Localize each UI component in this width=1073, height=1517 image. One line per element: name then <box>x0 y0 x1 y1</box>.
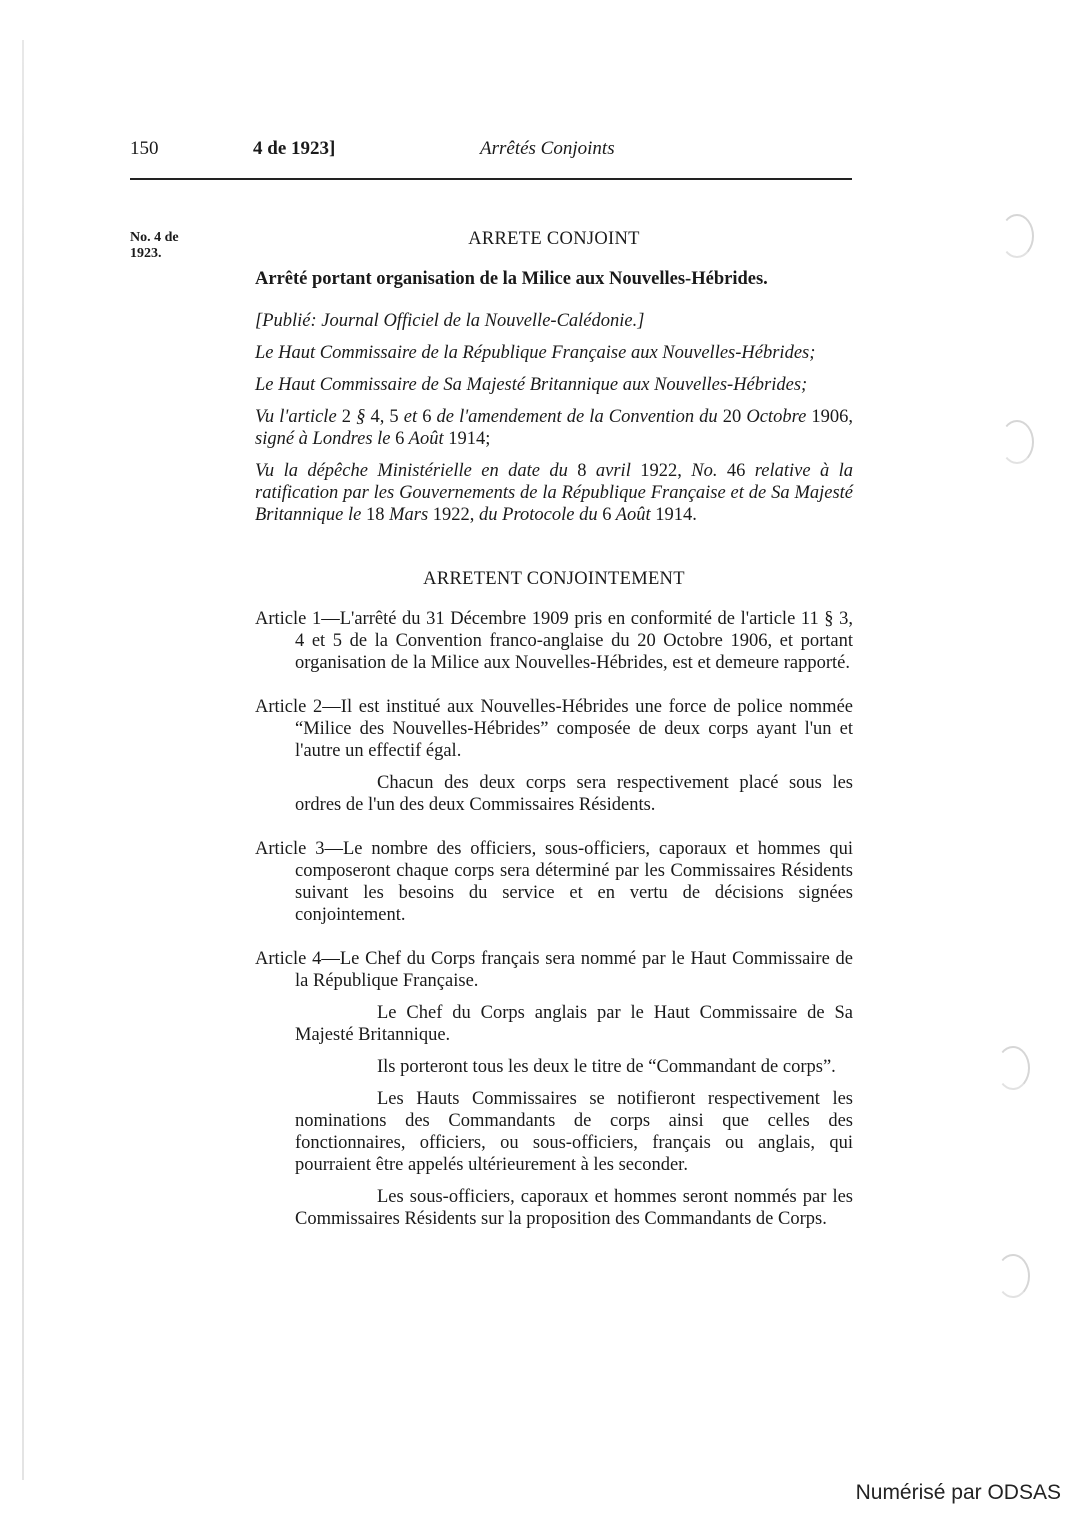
recital-3-text: § <box>351 407 371 427</box>
recital-4-number: 6 <box>602 505 612 525</box>
article-4-text: Article 4—Le Chef du Corps français sera nommé par le Haut Commissaire de la République Française. <box>255 949 853 991</box>
recital-3-number: 1906, <box>811 407 854 427</box>
margin-note-line1: No. 4 de <box>130 230 179 245</box>
recital-2: Le Haut Commissaire de Sa Majesté Britannique aux Nouvelles-Hébrides; <box>255 375 808 395</box>
punch-hole-4 <box>996 1254 1030 1298</box>
recital-4-text: No. <box>681 461 727 481</box>
digitization-stamp: Numérisé par ODSAS <box>855 1481 1061 1504</box>
recital-4-number: 18 <box>365 505 385 525</box>
punch-hole-2 <box>1000 420 1034 464</box>
recital-4-number: 46 <box>726 461 746 481</box>
recital-3-number: 1914; <box>448 429 491 449</box>
recital-4-text: avril <box>586 461 641 481</box>
recital-3-number: 20 <box>722 407 742 427</box>
document-body <box>255 228 853 1252</box>
article-3 <box>255 838 853 926</box>
article-4-subparagraph-4: Les sous-officiers, caporaux et hommes seront nommés par les Commissaires Résidents sur la proposition des Commandants de Corps. <box>295 1187 853 1229</box>
article-2-subparagraph: Chacun des deux corps sera respectivement placé sous les ordres de l'un des deux Commissaires Résidents. <box>295 773 853 815</box>
article-3-text: Article 3—Le nombre des officiers, sous-officiers, caporaux et hommes qui composeront chaque corps sera déterminé par les Commissaires Résidents suivant les besoins du service et en vertu de décisions signées conjointement. <box>255 839 853 925</box>
recital-4-number: 1922, <box>432 505 475 525</box>
recital-3-text: de l'amendement de la Convention du <box>431 407 723 427</box>
header-rule <box>130 178 852 180</box>
header-reference: 4 de 1923] <box>253 138 336 159</box>
article-1-text: Article 1—L'arrêté du 31 Décembre 1909 pris en conformité de l'article 11 § 3, 4 et 5 de la Convention franco-anglaise du 20 Octobre 1906, et portant organisation de la Milice aux Nouvelles-Hébrides, est et demeure rapporté. <box>255 609 853 673</box>
article-1 <box>255 608 853 674</box>
recital-4-text: Vu la dépêche Ministérielle en date du <box>255 461 578 481</box>
recital-3-number: 4, 5 <box>370 407 399 427</box>
publication-note: [Publié: Journal Officiel de la Nouvelle-Calédonie.] <box>255 311 645 331</box>
page-number: 150 <box>130 138 159 159</box>
recital-3-text: et <box>398 407 423 427</box>
recital-3 <box>255 406 853 450</box>
recital-4-text: Mars <box>384 505 433 525</box>
recital-4-number: 8 <box>577 461 587 481</box>
running-title: Arrêtés Conjoints <box>480 138 615 159</box>
recital-4-text: relative à la ratification par les Gouvernements de la République Française et de Sa Majesté Britannique le <box>255 461 853 525</box>
recital-4-text: du Protocole du <box>474 505 603 525</box>
document-subtitle: Arrêté portant organisation de la Milice aux Nouvelles-Hébrides. <box>255 269 768 289</box>
document-heading: ARRETE CONJOINT <box>468 229 640 249</box>
recital-3-text: Août <box>404 429 449 449</box>
article-4-subparagraph-3: Les Hauts Commissaires se notifieront respectivement les nominations des Commandants de corps ainsi que celles des fonctionnaires, officiers, ou sous-officiers, français ou anglais, qui pourraient être appelés ultérieurement à les seconder. <box>295 1089 853 1175</box>
recital-3-number: 6 <box>395 429 405 449</box>
punch-hole-3 <box>996 1046 1030 1090</box>
running-header <box>130 138 852 168</box>
recital-3-number: 6 <box>422 407 432 427</box>
recital-3-text: Octobre <box>741 407 812 427</box>
margin-note <box>130 230 210 262</box>
recital-3-number: 2 <box>341 407 351 427</box>
article-2-text: Article 2—Il est institué aux Nouvelles-Hébrides une force de police nommée “Milice des Nouvelles-Hébrides” composée de deux corps ayant l'un et l'autre un effectif égal. <box>255 697 853 761</box>
article-4-subparagraph-1: Le Chef du Corps anglais par le Haut Commissaire de Sa Majesté Britannique. <box>295 1003 853 1045</box>
article-2 <box>255 696 853 816</box>
punch-hole-1 <box>1000 214 1034 258</box>
article-4 <box>255 948 853 1230</box>
recital-1: Le Haut Commissaire de la République Française aux Nouvelles-Hébrides; <box>255 343 816 363</box>
recital-4-number: 1922, <box>640 461 682 481</box>
scan-page-edge <box>22 40 24 1480</box>
recital-4 <box>255 460 853 526</box>
recital-3-text: Vu l'article <box>255 407 342 427</box>
recital-4-number: 1914. <box>655 505 697 525</box>
recital-4-text: Août <box>611 505 656 525</box>
operative-heading: ARRETENT CONJOINTEMENT <box>423 569 685 589</box>
article-4-subparagraph-2: Ils porteront tous les deux le titre de “Commandant de corps”. <box>377 1057 836 1077</box>
recital-3-text: signé à Londres le <box>255 429 396 449</box>
margin-note-line2: 1923. <box>130 246 162 261</box>
